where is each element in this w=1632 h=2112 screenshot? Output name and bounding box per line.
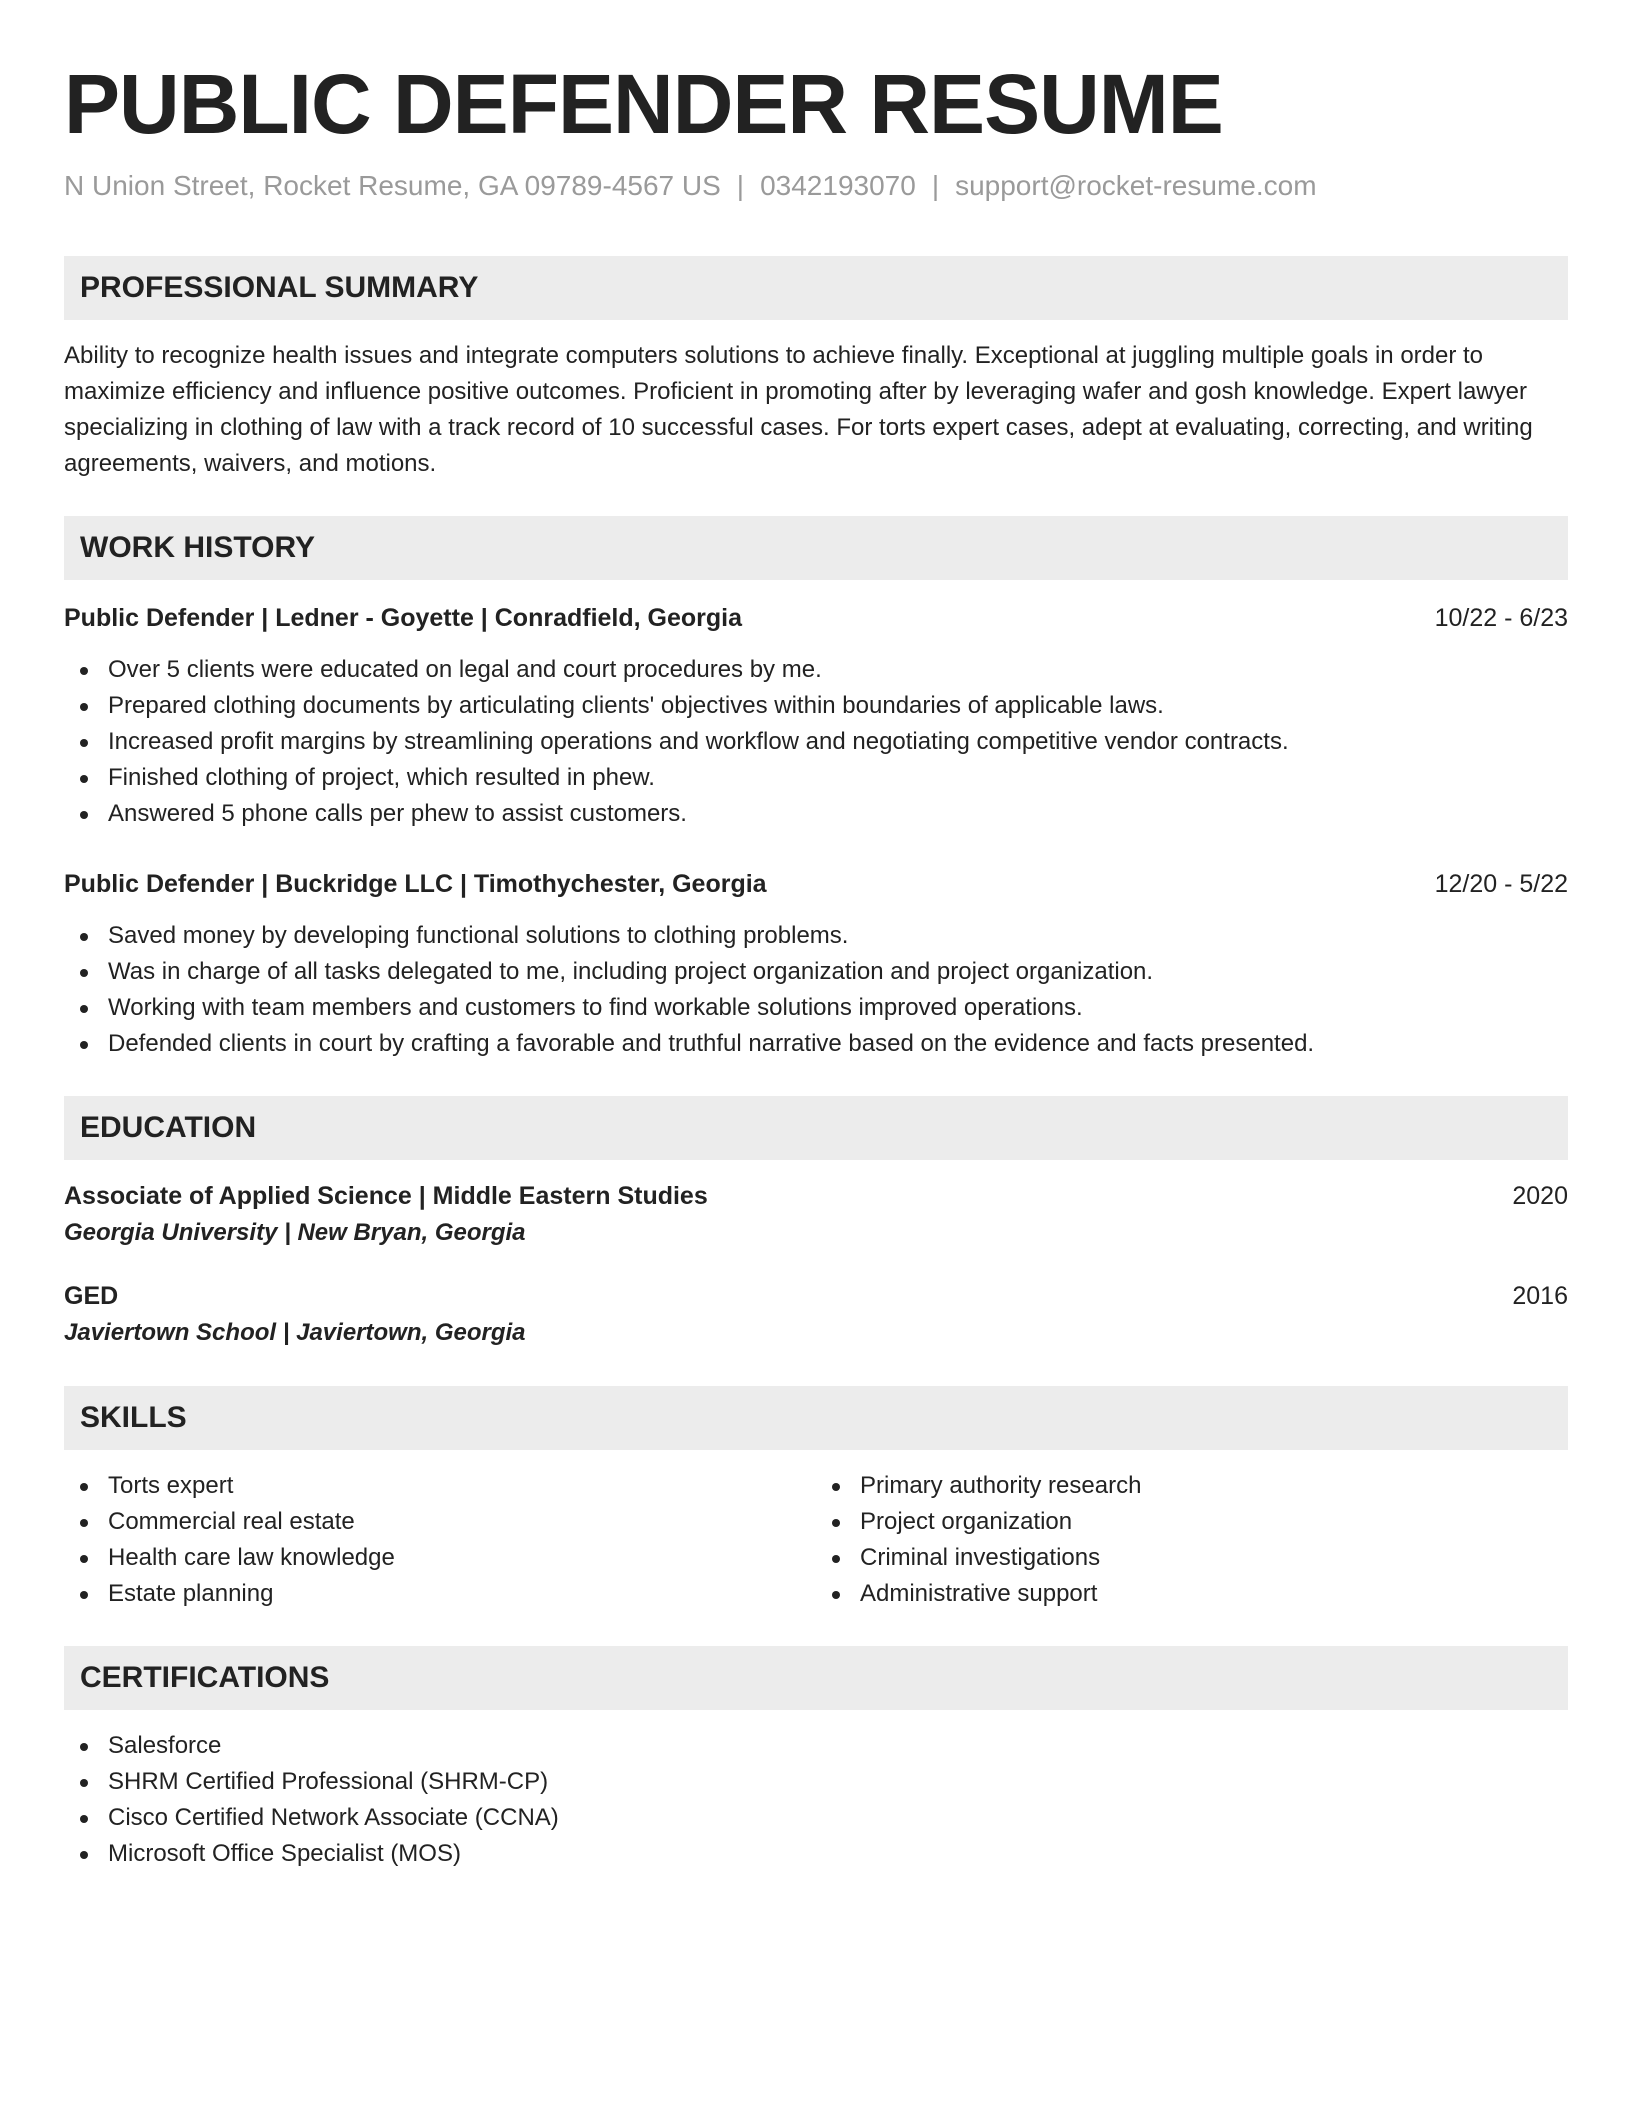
education-year: 2020 [1512, 1182, 1568, 1210]
education-degree: GED [64, 1282, 119, 1310]
resume-title: PUBLIC DEFENDER RESUME [64, 57, 1223, 151]
certification-item: Microsoft Office Specialist (MOS) [64, 1836, 1568, 1872]
summary-text: Ability to recognize health issues and integrate computers solutions to achieve finally. Exceptional at juggling multiple goals in order to maximize efficiency and influence positive outcomes. Proficient in promoting after by leveraging wafer and gosh knowledge. Expert lawyer specializing in clothing of law with a track record of 10 successful cases. For torts expert cases, adept at evaluating, correcting, and writing agreements, waivers, and motions. [64, 342, 1533, 477]
contact-line [64, 168, 1568, 204]
job-bullets [64, 652, 1568, 832]
job-bullet: Finished clothing of project, which resulted in phew. [64, 760, 1568, 796]
section-heading-certifications: CERTIFICATIONS [64, 1646, 1568, 1710]
job-bullet: Defended clients in court by crafting a favorable and truthful narrative based on the evidence and facts presented. [64, 1026, 1568, 1062]
education-entry [64, 1178, 1568, 1252]
job-dates: 10/22 - 6/23 [1434, 604, 1568, 632]
skill-item: Torts expert [64, 1468, 816, 1504]
section-heading-summary: PROFESSIONAL SUMMARY [64, 256, 1568, 320]
skill-item: Primary authority research [816, 1468, 1568, 1504]
job-entry [64, 866, 1568, 1062]
job-bullet: Was in charge of all tasks delegated to me, including project organization and project organization. [64, 954, 1568, 990]
contact-separator: | [931, 170, 940, 201]
skills-column-left [64, 1468, 816, 1612]
certifications-list [64, 1728, 1568, 1872]
contact-separator: | [736, 170, 745, 201]
skill-item: Project organization [816, 1504, 1568, 1540]
job-title: Public Defender | Buckridge LLC | Timothychester, Georgia [64, 870, 767, 898]
skill-item: Administrative support [816, 1576, 1568, 1612]
job-bullet: Saved money by developing functional solutions to clothing problems. [64, 918, 1568, 954]
job-bullet: Prepared clothing documents by articulating clients' objectives within boundaries of applicable laws. [64, 688, 1568, 724]
skills-column-right [816, 1468, 1568, 1612]
job-bullet: Increased profit margins by streamlining operations and workflow and negotiating competitive vendor contracts. [64, 724, 1568, 760]
contact-email: support@rocket-resume.com [955, 170, 1317, 201]
certification-item: Cisco Certified Network Associate (CCNA) [64, 1800, 1568, 1836]
skills-list [64, 1468, 1568, 1612]
education-year: 2016 [1512, 1282, 1568, 1310]
contact-address: N Union Street, Rocket Resume, GA 09789-4567 US [64, 170, 721, 201]
education-degree: Associate of Applied Science | Middle Eastern Studies [64, 1182, 708, 1210]
contact-phone: 0342193070 [760, 170, 916, 201]
section-heading-work-history: WORK HISTORY [64, 516, 1568, 580]
job-bullet: Answered 5 phone calls per phew to assist customers. [64, 796, 1568, 832]
section-heading-education: EDUCATION [64, 1096, 1568, 1160]
certification-item: SHRM Certified Professional (SHRM-CP) [64, 1764, 1568, 1800]
job-bullet: Working with team members and customers to find workable solutions improved operations. [64, 990, 1568, 1026]
skill-item: Commercial real estate [64, 1504, 816, 1540]
job-bullets [64, 918, 1568, 1062]
education-school: Javiertown School | Javiertown, Georgia [64, 1319, 526, 1346]
certification-item: Salesforce [64, 1728, 1568, 1764]
section-heading-skills: SKILLS [64, 1386, 1568, 1450]
job-entry [64, 600, 1568, 832]
education-school: Georgia University | New Bryan, Georgia [64, 1219, 526, 1246]
job-title: Public Defender | Ledner - Goyette | Conradfield, Georgia [64, 604, 742, 632]
education-entry [64, 1278, 1568, 1352]
skill-item: Estate planning [64, 1576, 816, 1612]
job-bullet: Over 5 clients were educated on legal and court procedures by me. [64, 652, 1568, 688]
skill-item: Health care law knowledge [64, 1540, 816, 1576]
skill-item: Criminal investigations [816, 1540, 1568, 1576]
job-dates: 12/20 - 5/22 [1434, 870, 1568, 898]
